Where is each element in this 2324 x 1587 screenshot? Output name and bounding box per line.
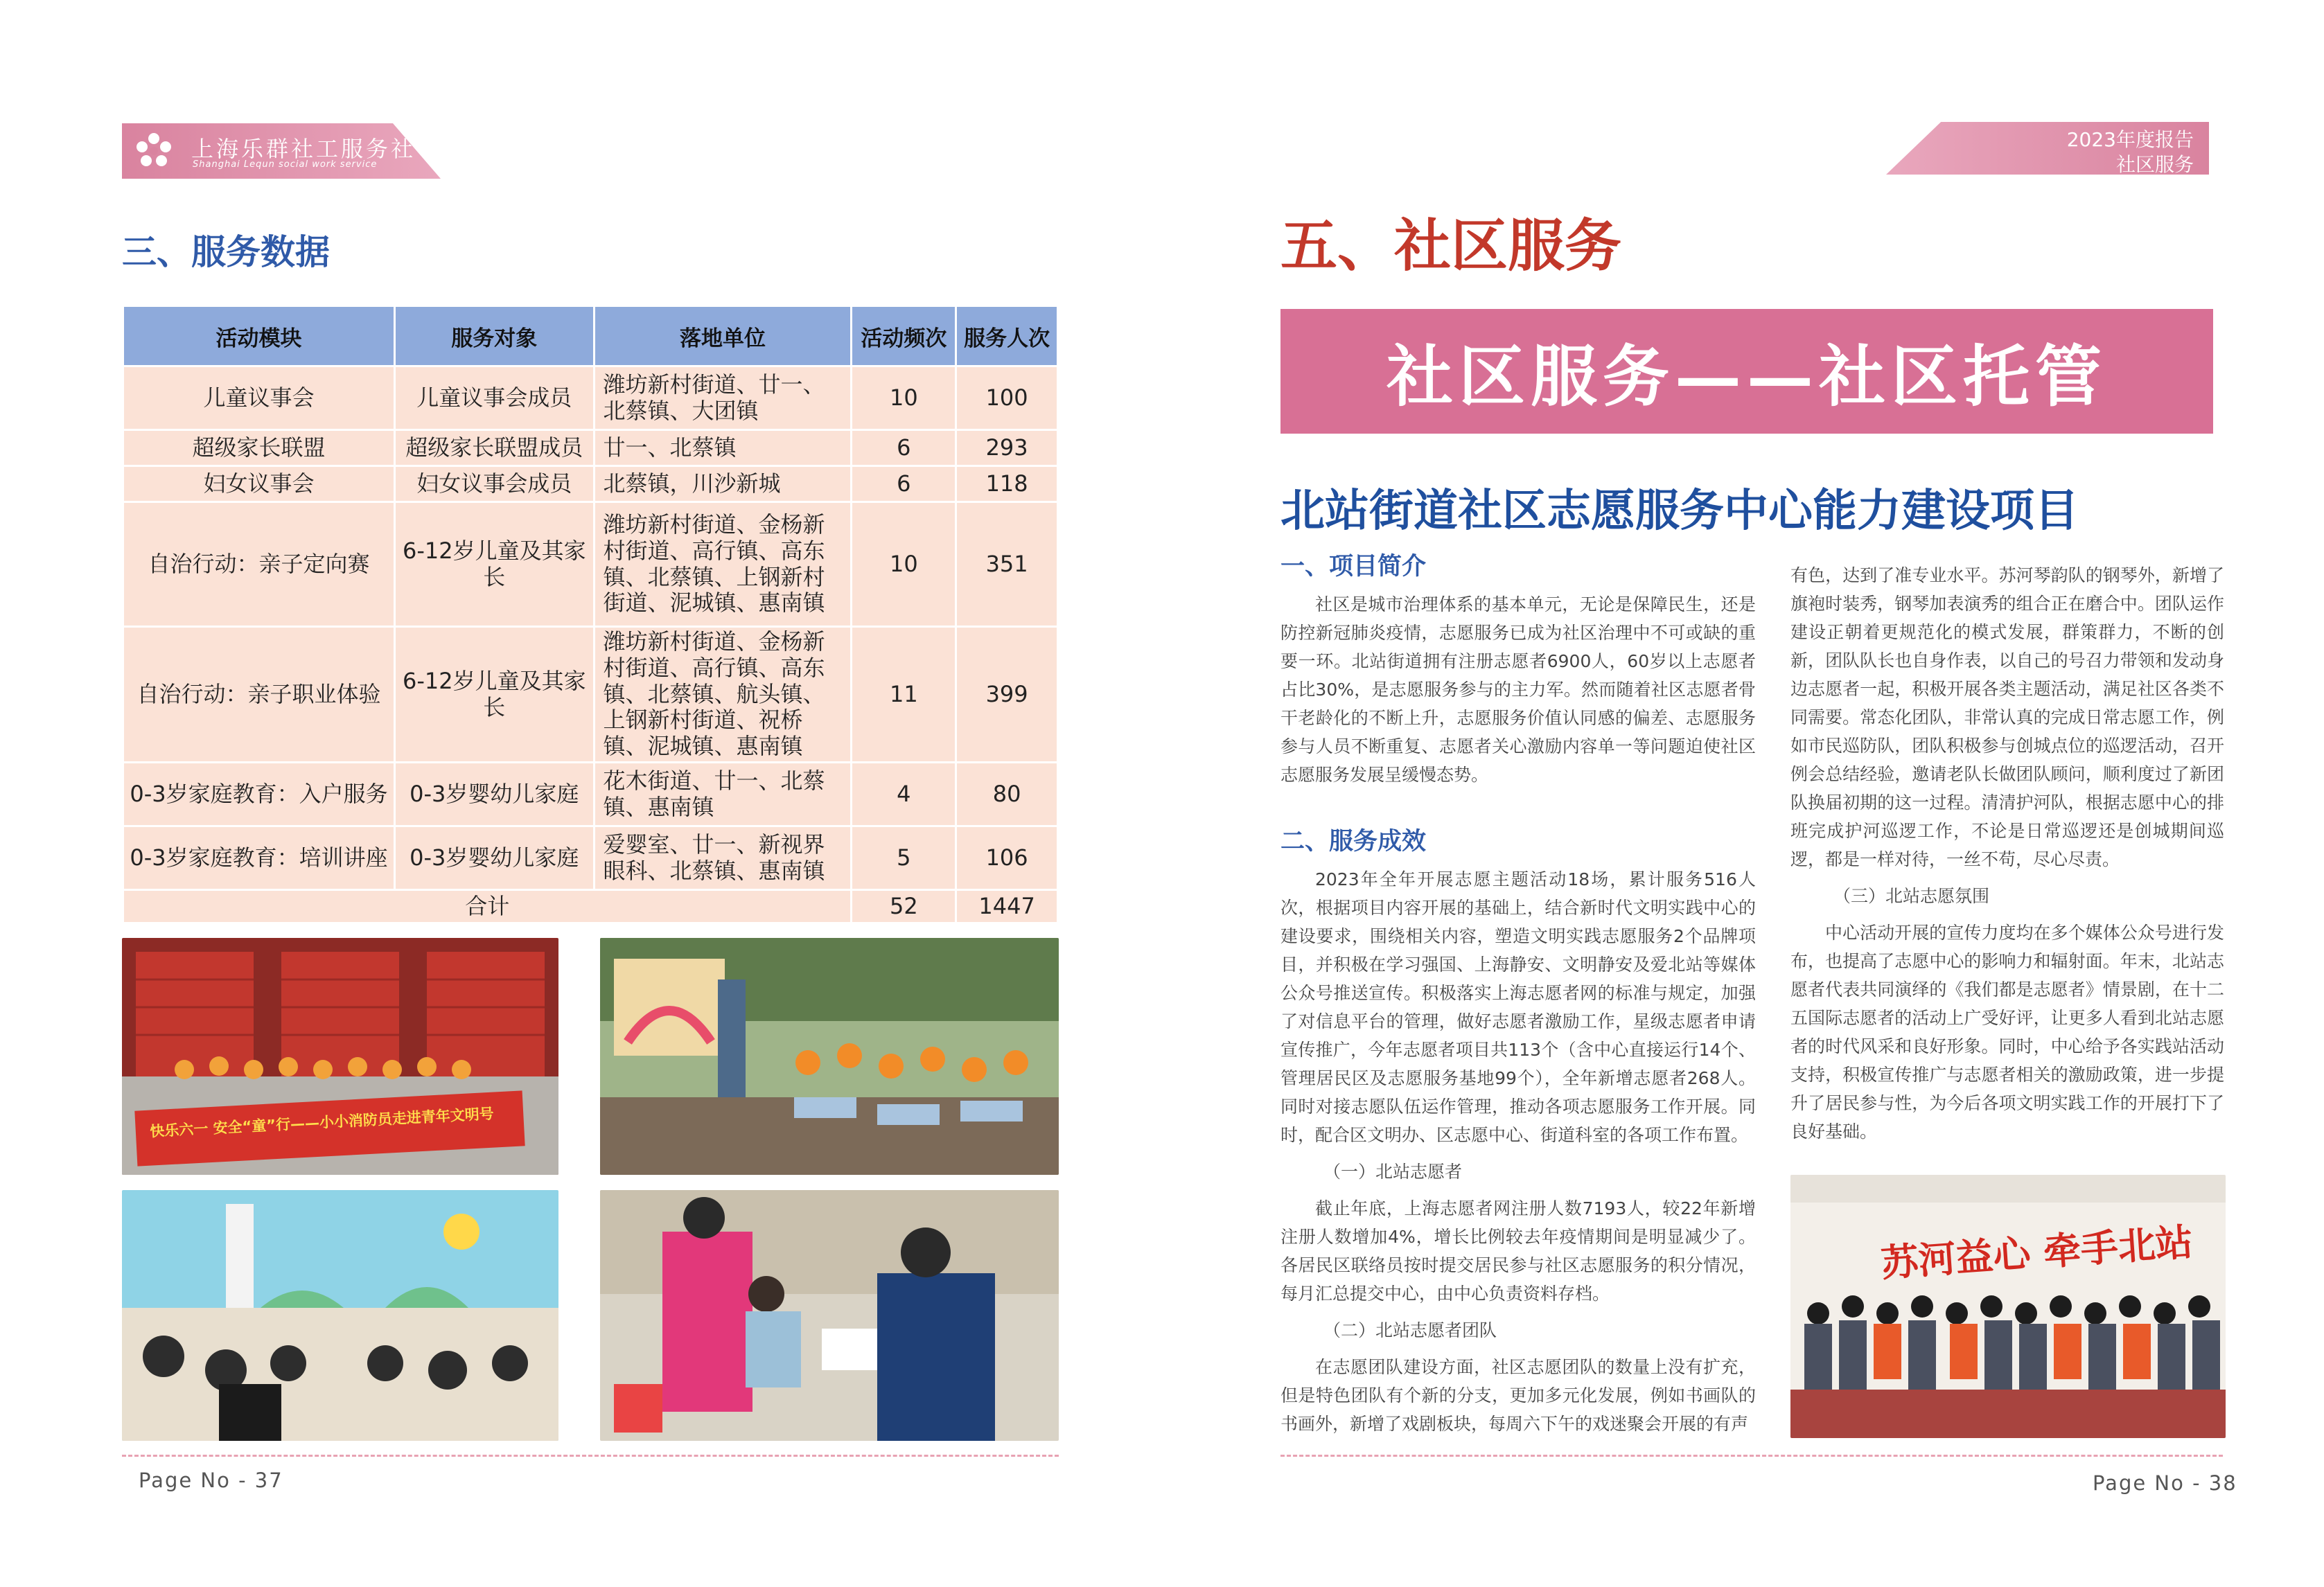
table-cell: 10 [852,502,956,627]
brand-subtitle: Shanghai Lequn social work service [193,159,378,170]
table-row [123,366,1058,430]
table-cell: 潍坊新村街道、金杨新村街道、高行镇、高东镇、北蔡镇、上钢新村街道、泥城镇、惠南镇 [594,502,852,627]
subheading-volunteers: （一）北站志愿者 [1323,1162,1463,1182]
service-data-table [122,305,1059,924]
table-cell: 超级家长联盟成员 [395,430,594,466]
table-total-row [123,890,1058,923]
table-cell: 花木街道、廿一、北蔡镇、惠南镇 [594,763,852,826]
table-cell: 118 [956,466,1058,502]
page-number-left: Page No - 37 [139,1469,283,1492]
table-cell: 6-12岁儿童及其家长 [395,627,594,763]
photo-family-lecture [122,1190,558,1441]
paragraph: 社区是城市治理体系的基本单元，无论是保障民生，还是防控新冠肺炎疫情，志愿服务已成为社区治理中不可或缺的重要一环。北站街道拥有注册志愿者6900人，60岁以上志愿者占比30%，是志愿服务参与的主力军。然而随着社区志愿者骨干老龄化的不断上升，志愿服务价值认同感的偏差、志愿服务参与人员不断重复、志愿者关心激励内容单一等问题迫使社区志愿服务发展呈缓慢态势。 [1280,594,1756,785]
column-2 [1790,561,2224,1146]
header-cell: 服务人次 [956,306,1058,366]
table-row [123,763,1058,826]
table-cell: 妇女议事会成员 [395,466,594,502]
table-cell: 超级家长联盟 [123,430,395,466]
flower-logo-icon [132,129,176,173]
header-cell: 服务对象 [395,306,594,366]
table-cell: 6 [852,430,956,466]
project-title: 北站街道社区志愿服务中心能力建设项目 [1280,486,2079,537]
total-frequency: 52 [852,890,956,923]
table-row [123,627,1058,763]
table-cell: 11 [852,627,956,763]
photo-home-visit [600,1190,1059,1441]
result-text [1280,865,1756,1149]
section-title: 五、社区服务 [1280,213,1622,279]
paragraph: 2023年全年开展志愿主题活动18场，累计服务516人次，根据项目内容开展的基础上，结合新时代文明实践中心的建设要求，围绕相关内容，塑造文明实践志愿服务2个品牌项目，并积极在学习强国、上海静安、文明静安及爱北站等媒体公众号推送宣传。积极落实上海志愿者网的标准与规定，加强了对信息平台的管理，做好志愿者激励工作，星级志愿者申请宣传推广，今年志愿者项目共113个（含中心直接运行14个、管理居民区及志愿服务基地99个），全年新增志愿者268人。同时对接志愿队伍运作管理，推动各项志愿服务工作开展。同时，配合区文明办、区志愿中心、街道科室的各项工作布置。 [1280,869,1756,1145]
table-cell: 自治行动：亲子职业体验 [123,627,395,763]
table-cell: 6 [852,466,956,502]
teams-text [1280,1353,1756,1438]
table-cell: 100 [956,366,1058,430]
table-cell: 5 [852,826,956,890]
section-title: 三、服务数据 [122,232,330,272]
table-cell: 0-3岁婴幼儿家庭 [395,763,594,826]
teams-text-continued [1790,561,2224,874]
table-cell: 儿童议事会 [123,366,395,430]
table-cell: 6-12岁儿童及其家长 [395,502,594,627]
table-cell: 0-3岁家庭教育：培训讲座 [123,826,395,890]
total-label: 合计 [123,890,852,923]
photo-children-activity [600,938,1059,1175]
header-cell: 落地单位 [594,306,852,366]
table-row [123,502,1058,627]
topic-banner: 社区服务——社区托管 [1280,309,2213,434]
atmosphere-text [1790,919,2224,1146]
table-cell: 0-3岁家庭教育：入户服务 [123,763,395,826]
table-row [123,826,1058,890]
volunteers-text [1280,1194,1756,1308]
photo-fire-station-group [122,938,558,1175]
table-row [123,430,1058,466]
footer-divider [1280,1455,2223,1457]
table-cell: 351 [956,502,1058,627]
table-header-row [123,306,1058,366]
intro-text [1280,590,1756,789]
table-row [123,466,1058,502]
photo-banner-text: 快乐六一 安全“童”行——小小消防员走进青年文明号 [149,1105,495,1140]
heading-intro: 一、项目简介 [1280,553,1427,580]
table-cell: 4 [852,763,956,826]
table-cell: 廿一、北蔡镇 [594,430,852,466]
table-cell: 10 [852,366,956,430]
table-cell: 爱婴室、廿一、新视界眼科、北蔡镇、惠南镇 [594,826,852,890]
table-cell: 自治行动：亲子定向赛 [123,502,395,627]
photo-banner-text: 苏河益心 牵手北站 [1879,1219,2194,1286]
table-cell: 293 [956,430,1058,466]
heading-result: 二、服务成效 [1280,828,1427,855]
table-cell: 妇女议事会 [123,466,395,502]
table-cell: 399 [956,627,1058,763]
header-cell: 活动频次 [852,306,956,366]
page-number-right: Page No - 38 [2093,1471,2237,1495]
table-cell: 106 [956,826,1058,890]
subheading-atmosphere: （三）北站志愿氛围 [1833,886,1990,906]
photo-volunteer-group [1790,1175,2226,1438]
table-cell: 潍坊新村街道、廿一、北蔡镇、大团镇 [594,366,852,430]
table-cell: 潍坊新村街道、金杨新村街道、高行镇、高东镇、北蔡镇、航头镇、上钢新村街道、祝桥镇、泥城镇、惠南镇 [594,627,852,763]
subheading-teams: （二）北站志愿者团队 [1323,1320,1497,1340]
brand-name: 上海乐群社工服务社 [191,136,416,162]
table-cell: 80 [956,763,1058,826]
paragraph: 截止年底，上海志愿者网注册人数7193人，较22年新增注册人数增加4%，增长比例较去年疫情期间是明显减少了。各居民区联络员按时提交居民参与社区志愿服务的积分情况，每月汇总提交中心，由中心负责资料存档。 [1280,1198,1756,1304]
table-cell: 儿童议事会成员 [395,366,594,430]
report-year: 2023年度报告 [2066,128,2194,151]
total-count: 1447 [956,890,1058,923]
column-1 [1280,547,1756,1438]
paragraph: 中心活动开展的宣传力度均在多个媒体公众号进行发布，也提高了志愿中心的影响力和辐射面。年末，北站志愿者代表共同演绎的《我们都是志愿者》情景剧，在十二五国际志愿者的活动上广受好评，让更多人看到北站志愿者的时代风采和良好形象。同时，中心给予各实践站活动支持，积极宣传推广与志愿者相关的激励政策，进一步提升了居民参与性，为今后各项文明实践工作的开展打下了良好基础。 [1790,923,2224,1142]
paragraph: 在志愿团队建设方面，社区志愿团队的数量上没有扩充，但是特色团队有个新的分支，更加多元化发展，例如书画队的书画外，新增了戏剧板块，每周六下午的戏迷聚会开展的有声 [1280,1357,1756,1434]
header-cell: 活动模块 [123,306,395,366]
paragraph: 有色，达到了准专业水平。苏河琴韵队的钢琴外，新增了旗袍时装秀，钢琴加表演秀的组合正在磨合中。团队运作建设正朝着更规范化的模式发展，群策群力，不断的创新，团队队长也自身作表，以自己的号召力带领和发动身边志愿者一起，积极开展各类主题活动，满足社区各类不同需要。常态化团队，非常认真的完成日常志愿工作，例如市民巡防队，团队积极参与创城点位的巡逻活动，召开例会总结经验，邀请老队长做团队顾问，顺利度过了新团队换届初期的这一过程。清清护河队，根据志愿中心的排班完成护河巡逻工作，不论是日常巡逻还是创城期间巡逻，都是一样对待，一丝不苟，尽心尽责。 [1790,565,2224,869]
table-cell: 0-3岁婴幼儿家庭 [395,826,594,890]
table-cell: 北蔡镇，川沙新城 [594,466,852,502]
report-category: 社区服务 [2115,153,2194,176]
footer-divider [122,1455,1059,1457]
